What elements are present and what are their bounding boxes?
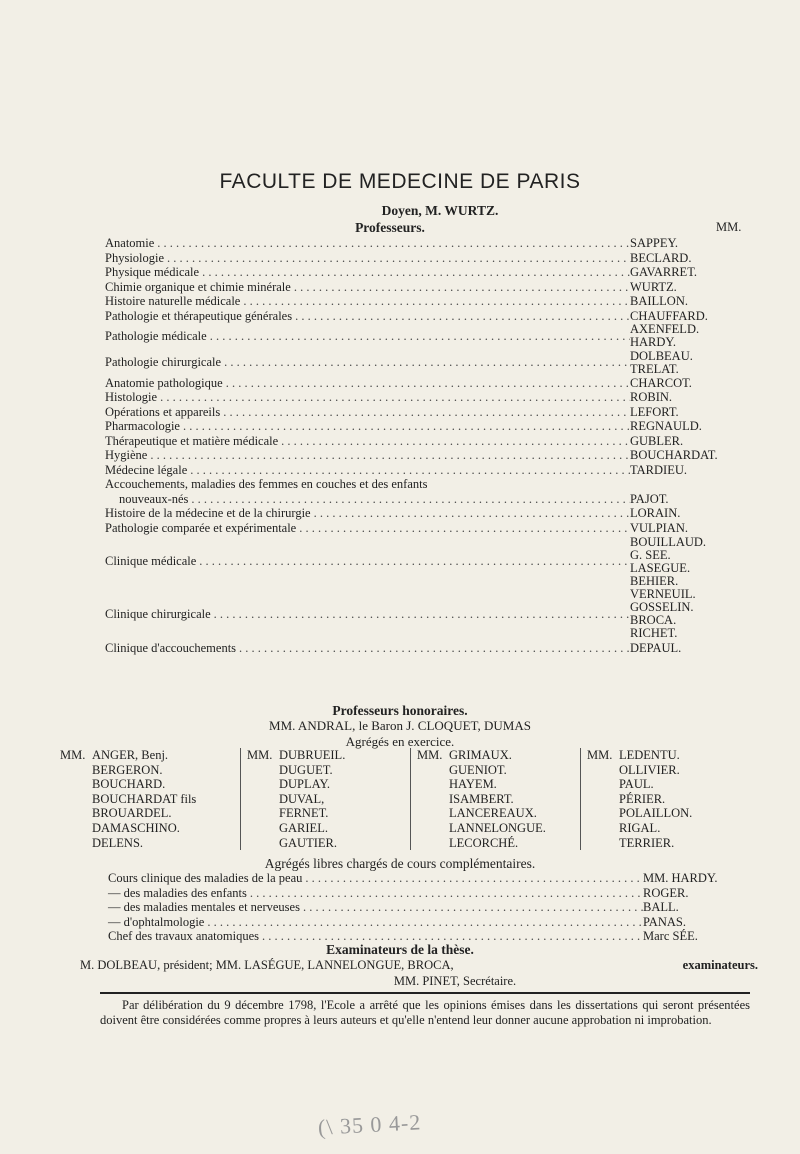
professor-name bbox=[630, 463, 725, 478]
professor-name-line: LORAIN. bbox=[630, 506, 681, 521]
professor-name bbox=[630, 376, 725, 391]
professor-name-line: SAPPEY. bbox=[630, 236, 679, 250]
chair-label: Pathologie et thérapeutique générales bbox=[105, 308, 293, 323]
professor-name-line: BEHIER. bbox=[630, 573, 679, 588]
dot-leader bbox=[188, 492, 630, 507]
course-row bbox=[108, 900, 738, 915]
secretary-line: MM. PINET, Secrétaire. bbox=[393, 974, 517, 988]
course-label: — des maladies mentales et nerveuses bbox=[108, 900, 300, 914]
professor-name-line: DEPAUL. bbox=[630, 640, 682, 655]
professor-name-line: CHARCOT. bbox=[630, 375, 692, 390]
agreges-table bbox=[60, 748, 760, 850]
dot-leader bbox=[157, 390, 630, 405]
course-row bbox=[108, 915, 738, 930]
agrege-name: POLAILLON. bbox=[619, 806, 693, 821]
course-label: Chef des travaux anatomiques bbox=[108, 929, 259, 943]
professors-heading: Professeurs. bbox=[355, 220, 425, 235]
professor-row bbox=[105, 236, 725, 251]
dot-leader bbox=[296, 521, 630, 536]
chair-label: Histologie bbox=[105, 390, 158, 405]
chair-label: Clinique médicale bbox=[105, 554, 197, 569]
professor-row bbox=[105, 419, 725, 434]
professor-name bbox=[630, 265, 725, 280]
agrege-name: LECORCHÉ. bbox=[449, 835, 519, 850]
dot-leader bbox=[147, 448, 630, 463]
agrege-name: BOUCHARDAT fils bbox=[92, 791, 197, 806]
agrege-name: DELENS. bbox=[92, 835, 144, 850]
agreges-column-2 bbox=[240, 748, 411, 850]
professor-name-line: GUBLER. bbox=[630, 433, 684, 448]
dot-leader bbox=[291, 280, 630, 295]
professor-row bbox=[105, 265, 725, 280]
professor-name-line: GAVARRET. bbox=[630, 265, 698, 279]
agreges-column-4 bbox=[581, 748, 737, 850]
agrege-name: MM. DUBRUEIL. bbox=[247, 748, 346, 762]
chair-label: Médecine légale bbox=[105, 462, 188, 477]
professor-name-line: GOSSELIN. bbox=[630, 600, 694, 615]
chair-label: Clinique chirurgicale bbox=[105, 607, 211, 622]
dot-leader bbox=[278, 434, 630, 449]
agreges-column-1 bbox=[60, 748, 240, 850]
professor-row bbox=[105, 405, 725, 420]
professor-row bbox=[105, 323, 725, 349]
course-label: — d'ophtalmologie bbox=[108, 914, 205, 929]
agrege-name: MM. LEDENTU. bbox=[587, 748, 680, 762]
chair-label: Anatomie bbox=[105, 236, 155, 250]
professor-name bbox=[630, 309, 725, 324]
agrege-name: DAMASCHINO. bbox=[92, 820, 180, 835]
professor-name bbox=[630, 236, 725, 251]
chair-label: Pathologie comparée et expérimentale bbox=[105, 520, 297, 535]
dot-leader bbox=[236, 641, 630, 656]
dot-leader bbox=[154, 236, 630, 251]
dean-line: Doyen, M. WURTZ. bbox=[381, 203, 499, 218]
professor-name-line: G. SEE. bbox=[630, 547, 671, 562]
professor-name-line: BECLARD. bbox=[630, 250, 692, 265]
course-label: — des maladies des enfants bbox=[108, 885, 247, 900]
professor-row bbox=[105, 309, 725, 324]
professor-name bbox=[630, 405, 725, 420]
course-teacher: BALL. bbox=[643, 900, 679, 914]
mm-label: MM. bbox=[716, 220, 742, 234]
professor-name bbox=[630, 390, 725, 405]
professor-row bbox=[105, 535, 725, 588]
agrege-name: FERNET. bbox=[279, 806, 329, 821]
professor-name-line: TARDIEU. bbox=[630, 462, 687, 477]
professor-name bbox=[630, 506, 725, 521]
examiners-names: M. DOLBEAU, président; MM. LASÉGUE, LANNELONGUE, BROCA, bbox=[80, 958, 454, 972]
professor-row bbox=[105, 434, 725, 449]
professor-name-line: VULPIAN. bbox=[630, 520, 688, 535]
course-row bbox=[108, 886, 738, 901]
professor-name-line: ROBIN. bbox=[630, 390, 673, 405]
professor-name-line: BOUCHARDAT. bbox=[630, 448, 718, 463]
agrege-name: PÉRIER. bbox=[619, 791, 666, 806]
professor-name-line: WURTZ. bbox=[630, 279, 677, 294]
professor-row bbox=[105, 251, 725, 266]
chair-label: Histoire naturelle médicale bbox=[105, 294, 241, 308]
chair-label: Physique médicale bbox=[105, 265, 200, 279]
dot-leader bbox=[180, 419, 630, 434]
chair-label: Clinique d'accouchements bbox=[105, 640, 237, 655]
professors-list bbox=[105, 236, 725, 655]
chair-label: Physiologie bbox=[105, 250, 165, 265]
dot-leader bbox=[221, 355, 630, 370]
professor-name-line: AXENFELD. bbox=[630, 322, 700, 337]
agrege-name: ISAMBERT. bbox=[449, 791, 514, 806]
complementary-list bbox=[108, 871, 738, 944]
professor-row bbox=[105, 477, 725, 492]
dot-leader bbox=[223, 376, 630, 391]
chair-label: Histoire de la médecine et de la chirurgie bbox=[105, 506, 311, 521]
course-row bbox=[108, 871, 738, 886]
mm-label: MM. bbox=[417, 748, 443, 762]
agrege-name: PAUL. bbox=[619, 777, 654, 792]
professor-name bbox=[630, 251, 725, 266]
course-teacher: PANAS. bbox=[643, 914, 686, 929]
course-label: Cours clinique des maladies de la peau bbox=[108, 871, 303, 885]
examiners-role: examinateurs. bbox=[682, 958, 758, 972]
chair-label: Accouchements, maladies des femmes en couches et des enfants bbox=[105, 477, 428, 492]
honorary-heading: Professeurs honoraires. bbox=[332, 703, 468, 718]
agreges-column-3 bbox=[411, 748, 581, 850]
agrege-name: MM. ANGER, Benj. bbox=[60, 748, 169, 762]
agreges-heading: Agrégés en exercice. bbox=[345, 734, 455, 749]
agrege-name: HAYEM. bbox=[449, 777, 497, 792]
dot-leader bbox=[311, 506, 630, 521]
mm-label: MM. bbox=[587, 748, 613, 762]
professor-name bbox=[630, 280, 725, 295]
professor-name-line: HARDY. bbox=[630, 335, 676, 350]
chair-label: Pharmacologie bbox=[105, 419, 180, 434]
agrege-name: MM. GRIMAUX. bbox=[417, 748, 512, 762]
professor-row bbox=[105, 280, 725, 295]
professor-name bbox=[630, 641, 725, 656]
dot-leader bbox=[207, 329, 630, 344]
professor-row bbox=[105, 390, 725, 405]
dot-leader bbox=[247, 886, 643, 901]
professor-name-line: BAILLON. bbox=[630, 294, 688, 308]
agrege-name: BROUARDEL. bbox=[92, 806, 172, 821]
professor-name bbox=[630, 536, 725, 588]
agrege-name: BOUCHARD. bbox=[92, 777, 166, 792]
professor-name bbox=[630, 448, 725, 463]
professor-row bbox=[105, 463, 725, 478]
chair-label: Hygiène bbox=[105, 448, 148, 463]
professor-name-line: RICHET. bbox=[630, 626, 678, 641]
divider bbox=[100, 992, 750, 994]
dot-leader bbox=[187, 463, 630, 478]
agrege-name: GAUTIER. bbox=[279, 835, 337, 850]
agrege-name: DUPLAY. bbox=[279, 777, 331, 792]
dot-leader bbox=[196, 554, 630, 569]
agrege-name: DUGUET. bbox=[279, 762, 333, 777]
professor-name-line: LEFORT. bbox=[630, 404, 679, 419]
agrege-name: LANNELONGUE. bbox=[449, 820, 546, 835]
mm-label: MM. bbox=[247, 748, 273, 762]
notice-paragraph: Par délibération du 9 décembre 1798, l'Ecole a arrêté que les opinions émises dans les dissertations qui seront présentées doivent être considérées comme propres à leurs auteurs et qu'elle n'entend leur donner aucune approbation ni improbation. bbox=[100, 998, 750, 1027]
chair-label: Anatomie pathologique bbox=[105, 375, 223, 390]
professor-name: PAJOT. bbox=[630, 491, 669, 506]
course-teacher: ROGER. bbox=[643, 885, 689, 900]
professor-name bbox=[630, 588, 725, 640]
mm-label: MM. bbox=[60, 748, 86, 762]
professor-row bbox=[105, 294, 725, 309]
professor-name-line: VERNEUIL. bbox=[630, 587, 696, 602]
agrege-name: LANCEREAUX. bbox=[449, 806, 537, 821]
professor-name-line: BROCA. bbox=[630, 613, 677, 628]
professor-row bbox=[105, 349, 725, 375]
agrege-name: OLLIVIER. bbox=[619, 762, 680, 777]
agrege-name: TERRIER. bbox=[619, 835, 675, 850]
course-teacher: MM. HARDY. bbox=[643, 871, 718, 885]
complementary-heading: Agrégés libres chargés de cours complémentaires. bbox=[264, 856, 536, 871]
dot-leader bbox=[300, 900, 643, 915]
dot-leader bbox=[211, 607, 630, 622]
professor-row bbox=[105, 641, 725, 656]
professor-name bbox=[630, 350, 725, 376]
page-title: FACULTE DE MEDECINE DE PARIS bbox=[219, 170, 581, 193]
professor-name-line: TRELAT. bbox=[630, 361, 679, 376]
professor-name-line: REGNAULD. bbox=[630, 419, 702, 434]
dot-leader bbox=[302, 871, 643, 886]
dot-leader bbox=[164, 251, 630, 266]
professor-name bbox=[630, 521, 725, 536]
agrege-name: GUENIOT. bbox=[449, 762, 507, 777]
dot-leader bbox=[240, 294, 630, 309]
professor-name-line: BOUILLAUD. bbox=[630, 534, 707, 549]
professor-name bbox=[630, 419, 725, 434]
dot-leader bbox=[292, 309, 630, 324]
chair-label: Pathologie chirurgicale bbox=[105, 355, 222, 370]
professor-row bbox=[105, 492, 725, 507]
dot-leader bbox=[199, 265, 630, 280]
agrege-name: RIGAL. bbox=[619, 820, 661, 835]
chair-label: Opérations et appareils bbox=[105, 404, 221, 419]
examiners-heading: Examinateurs de la thèse. bbox=[326, 942, 474, 957]
professor-row bbox=[105, 588, 725, 641]
dot-leader bbox=[204, 915, 643, 930]
professor-name bbox=[630, 323, 725, 349]
chair-label: Chimie organique et chimie minérale bbox=[105, 279, 291, 294]
chair-label: Pathologie médicale bbox=[105, 328, 207, 343]
professor-name bbox=[630, 294, 725, 309]
agrege-name: BERGERON. bbox=[92, 762, 163, 777]
honorary-names: MM. ANDRAL, le Baron J. CLOQUET, DUMAS bbox=[269, 718, 531, 733]
professor-name-line: LASEGUE. bbox=[630, 560, 691, 575]
professor-row bbox=[105, 521, 725, 536]
examiners-line bbox=[80, 958, 758, 973]
course-teacher: Marc SÉE. bbox=[643, 929, 698, 943]
agrege-name: GARIEL. bbox=[279, 820, 328, 835]
shelfmark: (\ 35 0 4-2 bbox=[317, 1109, 422, 1140]
agrege-name: DUVAL, bbox=[279, 791, 325, 806]
professor-name-line: DOLBEAU. bbox=[630, 348, 693, 363]
dot-leader bbox=[220, 405, 630, 420]
professor-row bbox=[105, 376, 725, 391]
professor-row bbox=[105, 448, 725, 463]
chair-label: nouveaux-nés bbox=[119, 491, 189, 506]
professor-row bbox=[105, 506, 725, 521]
chair-label: Thérapeutique et matière médicale bbox=[105, 433, 279, 448]
professor-name-line: CHAUFFARD. bbox=[630, 308, 708, 323]
professor-name bbox=[630, 434, 725, 449]
